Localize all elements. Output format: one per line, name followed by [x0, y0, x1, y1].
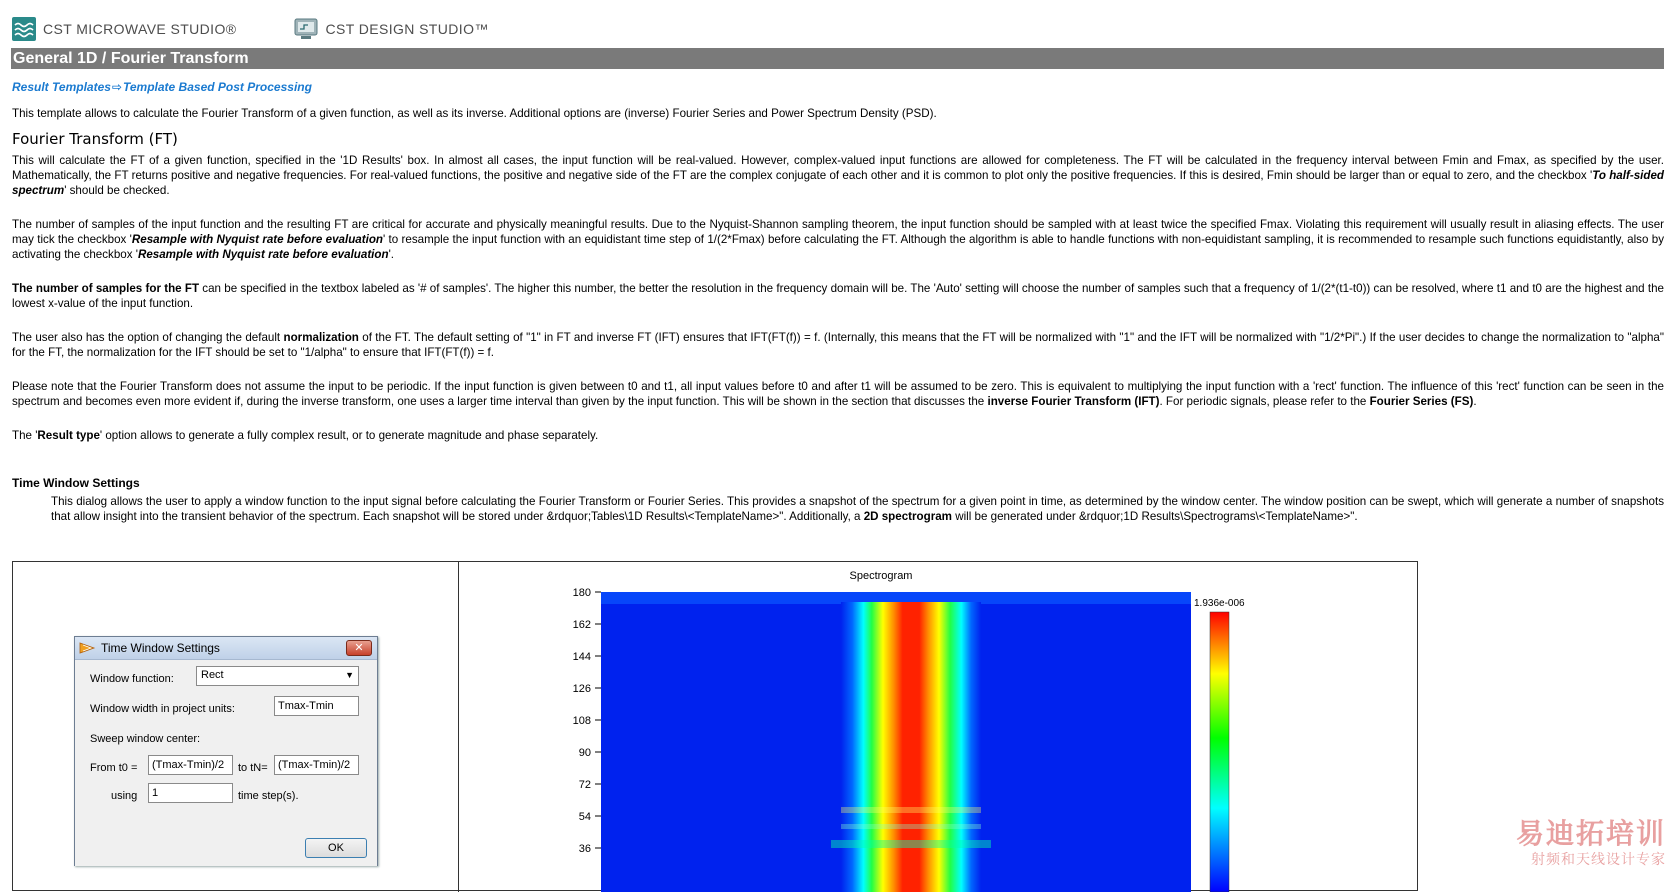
paragraph-ft-overview: This will calculate the FT of a given function, specified in the '1D Results' box. In almost all cases, the input function will be real-valued. However, complex-valued input functions are allowed for completeness. The FT will be calculated in the frequency interval between Fmin and Fmax, as specified by the user. Mathematically, the FT returns positive and negative frequencies. For real-valued functions, the positive and negative side of the FT are the complex conjugate of each other and it is common to plot only the positive frequencies. If this is desired, Fmin should be larger than or equal to zero, and the checkbox 'To half-sided spectrum' should be checked.	[12, 154, 1664, 197]
y-tick-label: 54	[578, 811, 591, 823]
y-tick-label: 36	[578, 843, 591, 855]
y-tick-label: 144	[572, 651, 591, 663]
y-tick-label: 126	[572, 683, 591, 695]
window-width-label: Window width in project units:	[90, 703, 235, 715]
ok-button[interactable]: OK	[305, 838, 367, 858]
breadcrumb	[12, 80, 312, 94]
paragraph-periodicity: Please note that the Fourier Transform does not assume the input to be periodic. If the input function is given between t0 and t1, all input values before t0 and after t1 will be assumed to be zero. This is equivalent to multiplying the input function with a 'rect' function. The influence of this 'rect' function can be seen in the spectrum and becomes even more evident if, during the inverse transform, one uses a larger time interval than given by the input function. This will be shown in the section that discusses the inverse Fourier Transform (IFT). For periodic signals, please refer to the Fourier Series (FS).	[12, 380, 1664, 408]
paragraph-sampling: The number of samples of the input function and the resulting FT are critical for accurate and physically meaningful results. Due to the Nyquist-Shannon sampling theorem, the input function should be sampled with at least twice the specified Fmax. Violating this requirement will usually result in aliasing effects. The user may tick the checkbox 'Resample with Nyquist rate before evaluation' to resample the input function with an equidistant time step of 1/(2*Fmax) before calculating the FT. Although the algorithm is able to handle functions with non-equidistant sampling, it is recommended to resample such functions equidistantly, also by activating the checkbox 'Resample with Nyquist rate before evaluation'.	[12, 218, 1664, 261]
page-title: General 1D / Fourier Transform	[11, 48, 1664, 69]
breadcrumb-link-template-post-processing[interactable]: Template Based Post Processing	[122, 80, 312, 94]
close-icon[interactable]: ✕	[346, 640, 372, 656]
to-tn-label: to tN=	[238, 762, 268, 774]
chart-title: Spectrogram	[849, 570, 913, 582]
monitor-icon	[294, 17, 318, 41]
window-function-select[interactable]	[196, 666, 359, 686]
from-t0-input[interactable]	[148, 755, 233, 775]
watermark	[1516, 818, 1666, 874]
watermark-main-text: 易迪拓培训	[1516, 817, 1667, 850]
using-label: using	[111, 790, 138, 802]
paragraph-num-samples: The number of samples for the FT can be specified in the textbox labeled as '# of samples'. The higher this number, the better the resolution in the frequency domain will be. The 'Auto' setting will choose the number of samples such that a frequency of 1/(2*(t1-t0)) can be resolved, where t1 and t0 are the highest and the lowest x-value of the input function.	[12, 282, 1665, 310]
chevron-down-icon: ▼	[345, 670, 354, 680]
heatmap-artifact-band-3	[831, 840, 991, 848]
app-icon	[79, 641, 97, 655]
paragraph-result-type: The 'Result type' option allows to generate a fully complex result, or to generate magnitude and phase separately.	[12, 429, 599, 442]
logo-microwave-studio	[12, 17, 236, 41]
y-tick-label: 90	[578, 747, 591, 759]
logo-design-studio	[294, 17, 488, 41]
dialog-body	[75, 660, 377, 866]
spectrogram-chart	[459, 562, 1419, 892]
product-logos	[12, 16, 547, 42]
breadcrumb-link-result-templates[interactable]: Result Templates	[12, 80, 111, 94]
paragraph-normalization: The user also has the option of changing the default normalization of the FT. The default setting of "1" in FT and inverse FT (IFT) ensures that IFT(FT(f)) = f. (Internally, this means that the FT will be normalized with "1" and the IFT will be normalized with "1/2*Pi".) If the user decides to change the normalization to "alpha" for the FT, the normalization for the IFT should be set to "1/alpha" to ensure that IFT(FT(f)) = f.	[12, 331, 1664, 359]
section-heading-ft: Fourier Transform (FT)	[12, 130, 178, 148]
main-content	[12, 106, 1664, 524]
dialog-titlebar	[75, 637, 377, 660]
paragraph-time-window: This dialog allows the user to apply a window function to the input signal before calculating the Fourier Transform or Fourier Series. This provides a snapshot of the spectrum for a given point in time, as determined by the window center. The window position can be swept, which will generate a number of snapshots that allow insight into the transient behavior of the spectrum. Each snapshot will be stored under &rdquor;Tables\1D Results\<TemplateName>". Additionally, a 2D spectrogram will be generated under &rdquor;1D Results\Spectrograms\<TemplateName>".	[51, 495, 1664, 523]
logo-text: CST DESIGN STUDIO™	[325, 21, 489, 37]
y-tick-label: 180	[572, 587, 591, 599]
y-tick-label: 108	[572, 715, 591, 727]
y-tick-label: 162	[572, 619, 591, 631]
intro-paragraph: This template allows to calculate the Fourier Transform of a given function, as well as its inverse. Additional options are (inverse) Fourier Series and Power Spectrum Density (PSD).	[12, 107, 937, 120]
waves-icon	[12, 17, 36, 41]
time-steps-input[interactable]	[148, 783, 233, 803]
from-t0-label: From t0 =	[90, 762, 138, 774]
section-heading-time-window: Time Window Settings	[12, 476, 140, 490]
time-steps-label: time step(s).	[238, 790, 299, 802]
colorbar-max-label: 1.936e-006	[1194, 598, 1245, 609]
time-window-dialog	[74, 636, 378, 866]
dialog-title: Time Window Settings	[101, 641, 220, 655]
y-tick-label: 72	[578, 779, 591, 791]
window-function-label: Window function:	[90, 673, 174, 685]
window-function-value: Rect	[201, 669, 224, 681]
heatmap-energy-band	[841, 602, 981, 892]
heatmap-artifact-band-2	[841, 824, 981, 829]
heatmap-artifact-band-1	[841, 807, 981, 813]
colorbar	[1210, 612, 1229, 892]
logo-text: CST MICROWAVE STUDIO®	[43, 21, 237, 37]
to-tn-input[interactable]	[274, 755, 359, 775]
window-width-input[interactable]	[274, 696, 359, 716]
figure-panel	[12, 561, 1418, 891]
sweep-window-center-label: Sweep window center:	[90, 733, 201, 745]
arrow-right-icon: ⇨	[111, 80, 122, 94]
y-axis	[573, 587, 601, 855]
watermark-sub-text: 射频和天线设计专家	[1531, 851, 1666, 867]
